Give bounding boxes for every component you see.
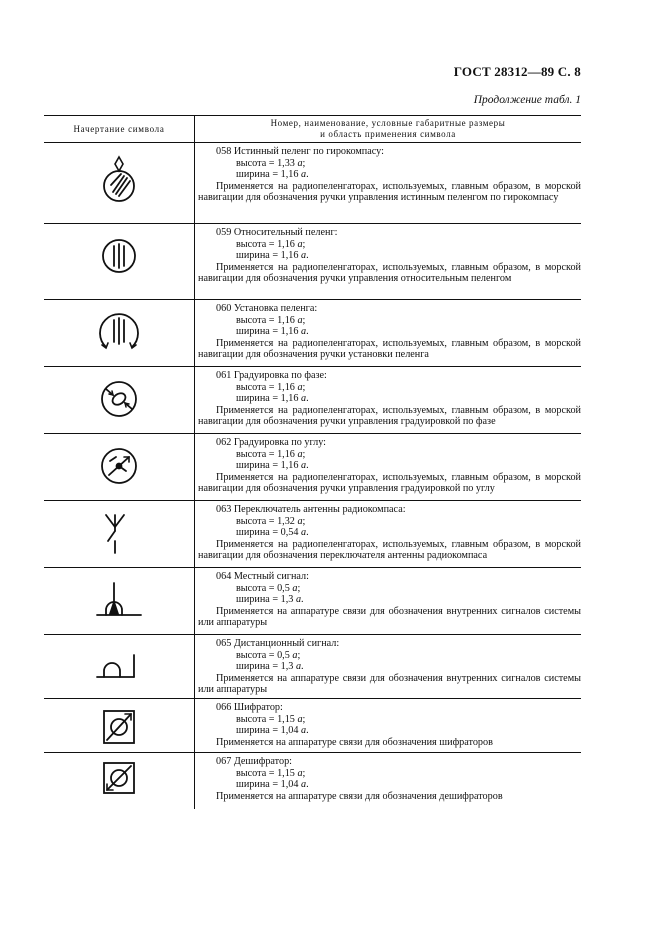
encoder-icon bbox=[101, 707, 137, 747]
description-cell bbox=[195, 224, 581, 299]
symbol-width: ширина = 1,16 a. bbox=[236, 460, 309, 472]
relative-bearing-icon bbox=[99, 236, 139, 276]
symbol-application: Применяется на радиопеленгаторах, используемых, главным образом, в морской навигации для обозначения ручки установки пеленга bbox=[198, 337, 581, 361]
symbol-height: высота = 0,5 a; bbox=[236, 582, 301, 594]
symbol-width: ширина = 1,04 a. bbox=[236, 725, 309, 737]
symbol-height: высота = 1,15 a; bbox=[236, 713, 306, 725]
description-cell bbox=[195, 300, 581, 366]
table-continuation-note: Продолжение табл. 1 bbox=[473, 94, 581, 106]
symbol-application: Применяется на радиопеленгаторах, используемых, главным образом, в морской навигации для обозначения ручки управления градуировкой по фазе bbox=[198, 404, 581, 428]
symbol-height: высота = 1,16 a; bbox=[236, 238, 306, 250]
description-cell bbox=[195, 635, 581, 698]
symbol-title: 058 Истинный пеленг по гирокомпасу: bbox=[216, 146, 384, 157]
symbol-width: ширина = 1,3 a. bbox=[236, 661, 304, 673]
symbol-cell bbox=[44, 753, 195, 809]
symbol-cell bbox=[44, 300, 195, 366]
symbol-title: 060 Установка пеленга: bbox=[216, 303, 318, 314]
symbol-title: 067 Дешифратор: bbox=[216, 756, 293, 767]
symbol-height: высота = 1,32 a; bbox=[236, 515, 306, 527]
symbol-cell bbox=[44, 635, 195, 698]
table-row bbox=[44, 224, 581, 300]
symbol-cell bbox=[44, 224, 195, 299]
header-description-line1: Номер, наименование, условные габаритные размеры bbox=[270, 118, 506, 128]
symbol-height: высота = 1,15 a; bbox=[236, 767, 306, 779]
radio-compass-antenna-switch-icon bbox=[100, 511, 130, 555]
symbol-width: ширина = 1,16 a. bbox=[236, 250, 309, 262]
table-row bbox=[44, 300, 581, 367]
symbol-title: 064 Местный сигнал: bbox=[216, 571, 309, 582]
symbol-width: ширина = 1,16 a. bbox=[236, 169, 309, 181]
symbol-application: Применяется на аппаратуре связи для обозначения внутренних сигналов системы или аппаратуры bbox=[198, 672, 581, 696]
symbol-width: ширина = 1,04 a. bbox=[236, 779, 309, 791]
symbol-width: ширина = 1,3 a. bbox=[236, 594, 304, 606]
symbol-cell bbox=[44, 699, 195, 752]
symbol-application: Применяется на радиопеленгаторах, используемых, главным образом, в морской навигации для обозначения ручки управления градуировкой по углу bbox=[198, 471, 581, 495]
symbol-title: 063 Переключатель антенны радиокомпаса: bbox=[216, 504, 406, 515]
table-row bbox=[44, 434, 581, 501]
header-description-line2: и область применения символа bbox=[320, 129, 456, 139]
symbol-title: 066 Шифратор: bbox=[216, 702, 283, 713]
remote-signal-icon bbox=[94, 647, 144, 687]
symbol-width: ширина = 1,16 a. bbox=[236, 393, 309, 405]
symbol-application: Применяется на аппаратуре связи для обозначения дешифраторов bbox=[216, 790, 503, 802]
description-cell bbox=[195, 568, 581, 634]
description-cell bbox=[195, 501, 581, 567]
table-row bbox=[44, 367, 581, 434]
symbol-height: высота = 1,16 a; bbox=[236, 448, 306, 460]
document-title: ГОСТ 28312—89 С. 8 bbox=[453, 64, 581, 79]
local-signal-icon bbox=[94, 580, 144, 624]
decoder-icon bbox=[101, 759, 137, 799]
page-header bbox=[0, 0, 661, 120]
description-cell bbox=[195, 699, 581, 752]
table-row bbox=[44, 699, 581, 753]
symbol-height: высота = 1,16 a; bbox=[236, 381, 306, 393]
symbol-width: ширина = 0,54 a. bbox=[236, 527, 309, 539]
symbol-application: Применяется на аппаратуре связи для обозначения внутренних сигналов системы или аппаратуры bbox=[198, 605, 581, 629]
header-description-column bbox=[195, 116, 581, 142]
symbol-title: 059 Относительный пеленг: bbox=[216, 227, 338, 238]
table-header bbox=[44, 116, 581, 143]
header-symbol-column: Начертание символа bbox=[44, 116, 195, 142]
symbol-height: высота = 1,33 a; bbox=[236, 157, 306, 169]
symbol-application: Применяется на радиопеленгаторах, используемых, главным образом, в морской навигации для обозначения ручки управления относительным пеленгом bbox=[198, 261, 581, 285]
table-row bbox=[44, 635, 581, 699]
symbol-title: 061 Градуировка по фазе: bbox=[216, 370, 327, 381]
table-row bbox=[44, 501, 581, 568]
symbol-cell bbox=[44, 434, 195, 500]
symbol-application: Применяется на радиопеленгаторах, используемых, главным образом, в морской навигации для обозначения переключателя антенны радиокомпаса bbox=[198, 538, 581, 562]
true-bearing-gyrocompass-icon bbox=[99, 155, 139, 205]
symbol-width: ширина = 1,16 a. bbox=[236, 326, 309, 338]
symbol-cell bbox=[44, 501, 195, 567]
description-cell bbox=[195, 367, 581, 433]
symbol-application: Применяется на аппаратуре связи для обозначения шифраторов bbox=[216, 736, 493, 748]
description-cell bbox=[195, 143, 581, 223]
symbol-height: высота = 1,16 a; bbox=[236, 314, 306, 326]
table-row bbox=[44, 568, 581, 635]
symbol-table bbox=[44, 115, 581, 809]
phase-calibration-icon bbox=[97, 377, 141, 421]
bearing-setting-icon bbox=[95, 308, 143, 356]
symbol-application: Применяется на радиопеленгаторах, используемых, главным образом, в морской навигации для обозначения ручки управления истинным пеленгом по гирокомпасу bbox=[198, 180, 581, 204]
description-cell bbox=[195, 753, 581, 809]
symbol-height: высота = 0,5 a; bbox=[236, 649, 301, 661]
symbol-title: 062 Градуировка по углу: bbox=[216, 437, 327, 448]
symbol-title: 065 Дистанционный сигнал: bbox=[216, 638, 340, 649]
symbol-cell bbox=[44, 143, 195, 223]
symbol-cell bbox=[44, 367, 195, 433]
angle-calibration-icon bbox=[97, 444, 141, 488]
symbol-cell bbox=[44, 568, 195, 634]
table-row bbox=[44, 143, 581, 224]
table-row bbox=[44, 753, 581, 809]
description-cell bbox=[195, 434, 581, 500]
